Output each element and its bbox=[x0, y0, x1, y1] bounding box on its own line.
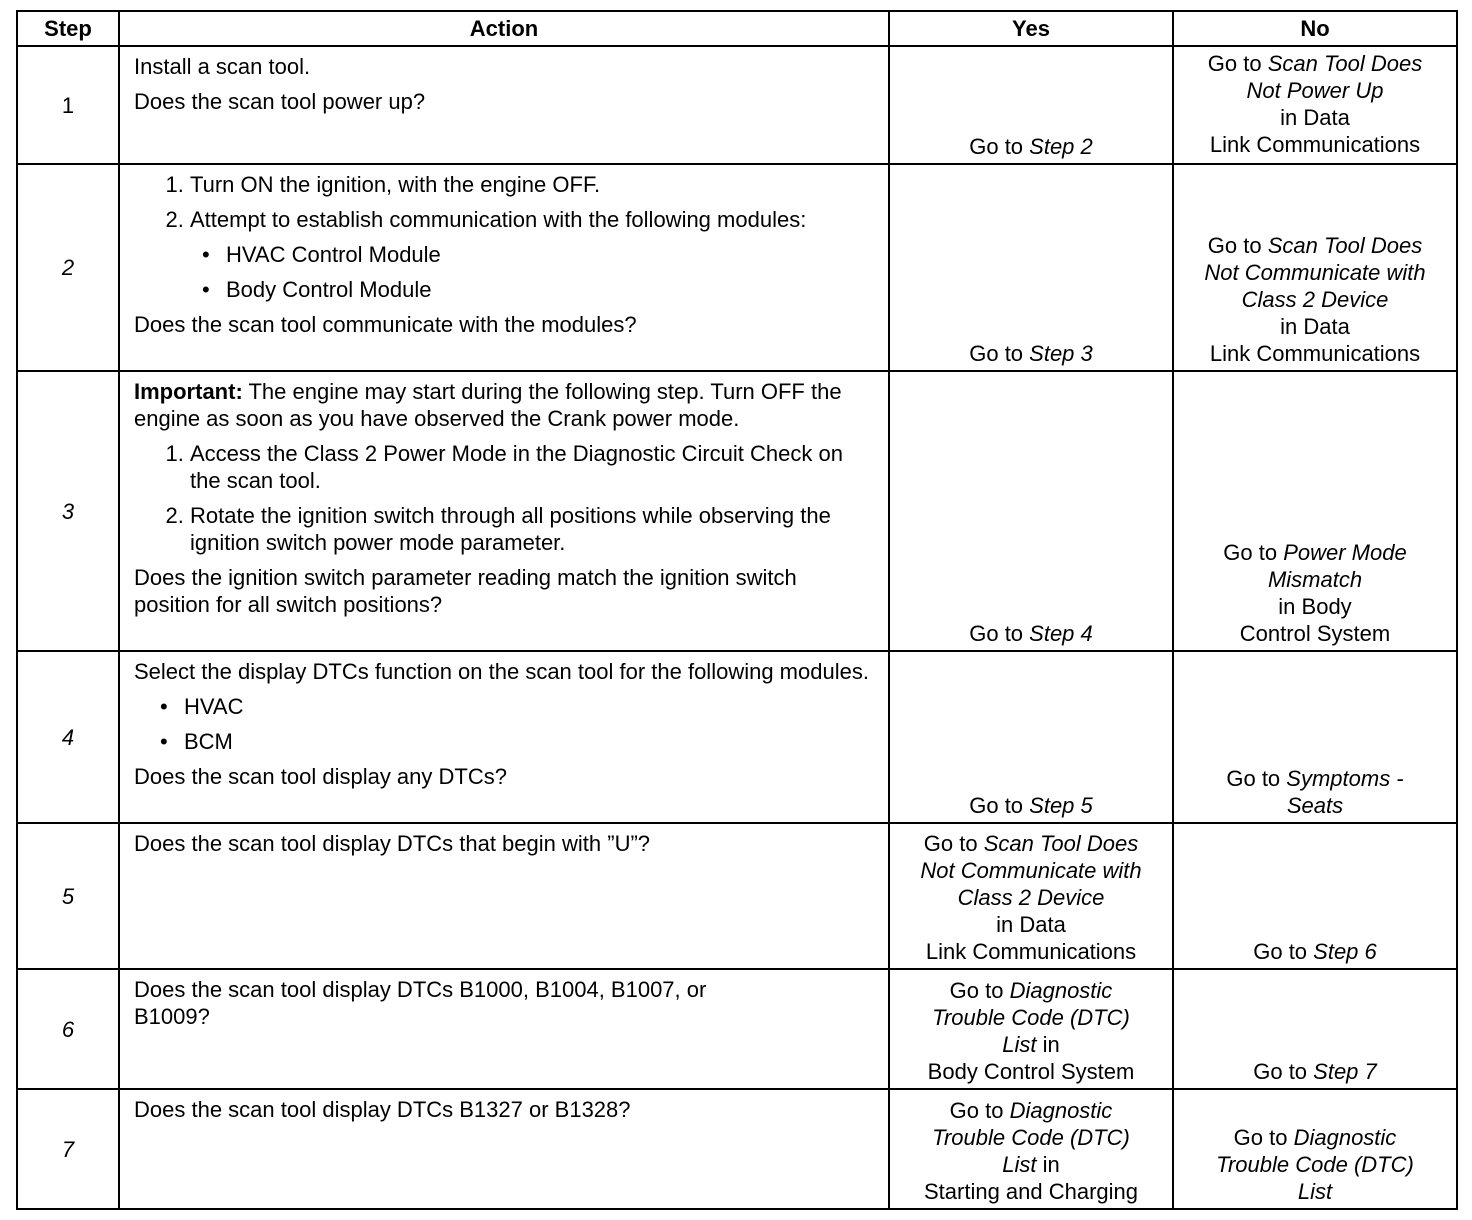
procedure-link[interactable]: Diagnostic bbox=[1009, 1098, 1113, 1123]
step-link[interactable]: Step 4 bbox=[1029, 621, 1093, 646]
step-number: 4 bbox=[17, 651, 119, 823]
header-action: Action bbox=[119, 11, 889, 46]
procedure-link[interactable]: Power Mode bbox=[1283, 540, 1407, 565]
procedure-link[interactable]: Diagnostic bbox=[1293, 1125, 1397, 1150]
action-cell bbox=[119, 823, 889, 969]
table-row bbox=[17, 651, 1457, 823]
action-question: Does the scan tool display any DTCs? bbox=[134, 764, 507, 789]
list-item: • Body Control Module bbox=[226, 276, 876, 303]
list-item: • HVAC bbox=[184, 693, 876, 720]
procedure-link[interactable]: Mismatch bbox=[1267, 567, 1363, 592]
no-cell: Go to Power Mode Mismatch in Body Control System bbox=[1173, 371, 1457, 651]
step-number: 1 bbox=[17, 46, 119, 164]
yes-cell: Go to Diagnostic Trouble Code (DTC) List in Starting and Charging bbox=[889, 1089, 1173, 1209]
list-item: • HVAC Control Module bbox=[226, 241, 876, 268]
table-row bbox=[17, 1089, 1457, 1209]
yes-cell: Go to Scan Tool Does Not Communicate with Class 2 Device in Data Link Communications bbox=[889, 823, 1173, 969]
step-link[interactable]: Step 2 bbox=[1029, 134, 1093, 159]
table-row bbox=[17, 823, 1457, 969]
header-yes: Yes bbox=[889, 11, 1173, 46]
bullet-list bbox=[134, 241, 876, 303]
procedure-link[interactable]: Diagnostic bbox=[1009, 978, 1113, 1003]
header-no: No bbox=[1173, 11, 1457, 46]
no-cell: Go to Scan Tool Does Not Power Up in Data Link Communications bbox=[1173, 46, 1457, 164]
step-link[interactable]: Step 5 bbox=[1029, 793, 1093, 818]
no-cell: Go to Step 6 bbox=[1173, 823, 1457, 969]
procedure-link[interactable]: Class 2 Device bbox=[1241, 287, 1389, 312]
procedure-link[interactable]: Trouble Code (DTC) bbox=[932, 1005, 1130, 1030]
header-step: Step bbox=[17, 11, 119, 46]
action-cell bbox=[119, 651, 889, 823]
table-row bbox=[17, 164, 1457, 371]
procedure-link[interactable]: Trouble Code (DTC) bbox=[1216, 1152, 1414, 1177]
procedure-link[interactable]: Not Communicate with bbox=[1204, 260, 1426, 285]
procedure-link[interactable]: List bbox=[1002, 1032, 1037, 1057]
action-text: Select the display DTCs function on the scan tool for the following modules. bbox=[134, 659, 869, 684]
diagnostic-table bbox=[16, 10, 1458, 1210]
step-link[interactable]: Step 7 bbox=[1313, 1059, 1377, 1084]
procedure-link[interactable]: Class 2 Device bbox=[957, 885, 1105, 910]
action-text: Install a scan tool. bbox=[134, 54, 311, 79]
step-number: 5 bbox=[17, 823, 119, 969]
step-link[interactable]: Step 6 bbox=[1313, 939, 1377, 964]
procedure-link[interactable]: Symptoms - bbox=[1286, 766, 1404, 791]
step-link[interactable]: Step 3 bbox=[1029, 341, 1093, 366]
action-question: Does the scan tool display DTCs that begin with ”U”? bbox=[134, 831, 651, 856]
procedure-link[interactable]: Not Communicate with bbox=[920, 858, 1142, 883]
table-row bbox=[17, 371, 1457, 651]
action-question: Does the scan tool display DTCs B1000, B1004, B1007, or B1009? bbox=[134, 977, 707, 1029]
yes-cell: Go to Diagnostic Trouble Code (DTC) List in Body Control System bbox=[889, 969, 1173, 1089]
list-item: 1. Turn ON the ignition, with the engine OFF. bbox=[190, 171, 876, 198]
procedure-link[interactable]: Scan Tool Does bbox=[983, 831, 1139, 856]
action-question: Does the scan tool power up? bbox=[134, 89, 426, 114]
no-cell: Go to Scan Tool Does Not Communicate with Class 2 Device in Data Link Communications bbox=[1173, 164, 1457, 371]
table-header-row bbox=[17, 11, 1457, 46]
action-cell bbox=[119, 164, 889, 371]
procedure-link[interactable]: Not Power Up bbox=[1246, 78, 1384, 103]
table-row bbox=[17, 969, 1457, 1089]
step-number: 3 bbox=[17, 371, 119, 651]
yes-cell: Go to Step 5 bbox=[889, 651, 1173, 823]
list-item: • BCM bbox=[184, 728, 876, 755]
step-number: 6 bbox=[17, 969, 119, 1089]
procedure-link[interactable]: Scan Tool Does bbox=[1267, 51, 1423, 76]
table-row bbox=[17, 46, 1457, 164]
procedure-link[interactable]: Scan Tool Does bbox=[1267, 233, 1423, 258]
step-number: 2 bbox=[17, 164, 119, 371]
action-question: Does the scan tool display DTCs B1327 or B1328? bbox=[134, 1097, 631, 1122]
action-question: Does the scan tool communicate with the modules? bbox=[134, 312, 637, 337]
list-item: 2. Rotate the ignition switch through all positions while observing the ignition switch power mode parameter. bbox=[190, 502, 876, 556]
procedure-link[interactable]: List bbox=[1297, 1179, 1333, 1204]
yes-cell: Go to Step 2 bbox=[889, 46, 1173, 164]
yes-cell: Go to Step 3 bbox=[889, 164, 1173, 371]
no-cell: Go to Diagnostic Trouble Code (DTC) List bbox=[1173, 1089, 1457, 1209]
yes-cell: Go to Step 4 bbox=[889, 371, 1173, 651]
procedure-link[interactable]: Seats bbox=[1286, 793, 1344, 818]
procedure-link[interactable]: Trouble Code (DTC) bbox=[932, 1125, 1130, 1150]
list-item: 1. Access the Class 2 Power Mode in the Diagnostic Circuit Check on the scan tool. bbox=[190, 440, 876, 494]
action-cell bbox=[119, 371, 889, 651]
list-item: 2. Attempt to establish communication with the following modules: bbox=[190, 206, 876, 233]
important-label: Important: bbox=[134, 379, 243, 404]
procedure-link[interactable]: List bbox=[1002, 1152, 1037, 1177]
step-number: 7 bbox=[17, 1089, 119, 1209]
action-cell bbox=[119, 969, 889, 1089]
no-cell: Go to Symptoms - Seats bbox=[1173, 651, 1457, 823]
bullet-list bbox=[134, 693, 876, 755]
action-cell bbox=[119, 1089, 889, 1209]
no-cell: Go to Step 7 bbox=[1173, 969, 1457, 1089]
numbered-list bbox=[134, 440, 876, 556]
action-cell bbox=[119, 46, 889, 164]
action-question: Does the ignition switch parameter reading match the ignition switch position for all switch positions? bbox=[134, 565, 797, 617]
important-note: Important: The engine may start during the following step. Turn OFF the engine as soon as you have observed the Crank power mode. bbox=[134, 379, 842, 431]
numbered-list bbox=[134, 171, 876, 233]
